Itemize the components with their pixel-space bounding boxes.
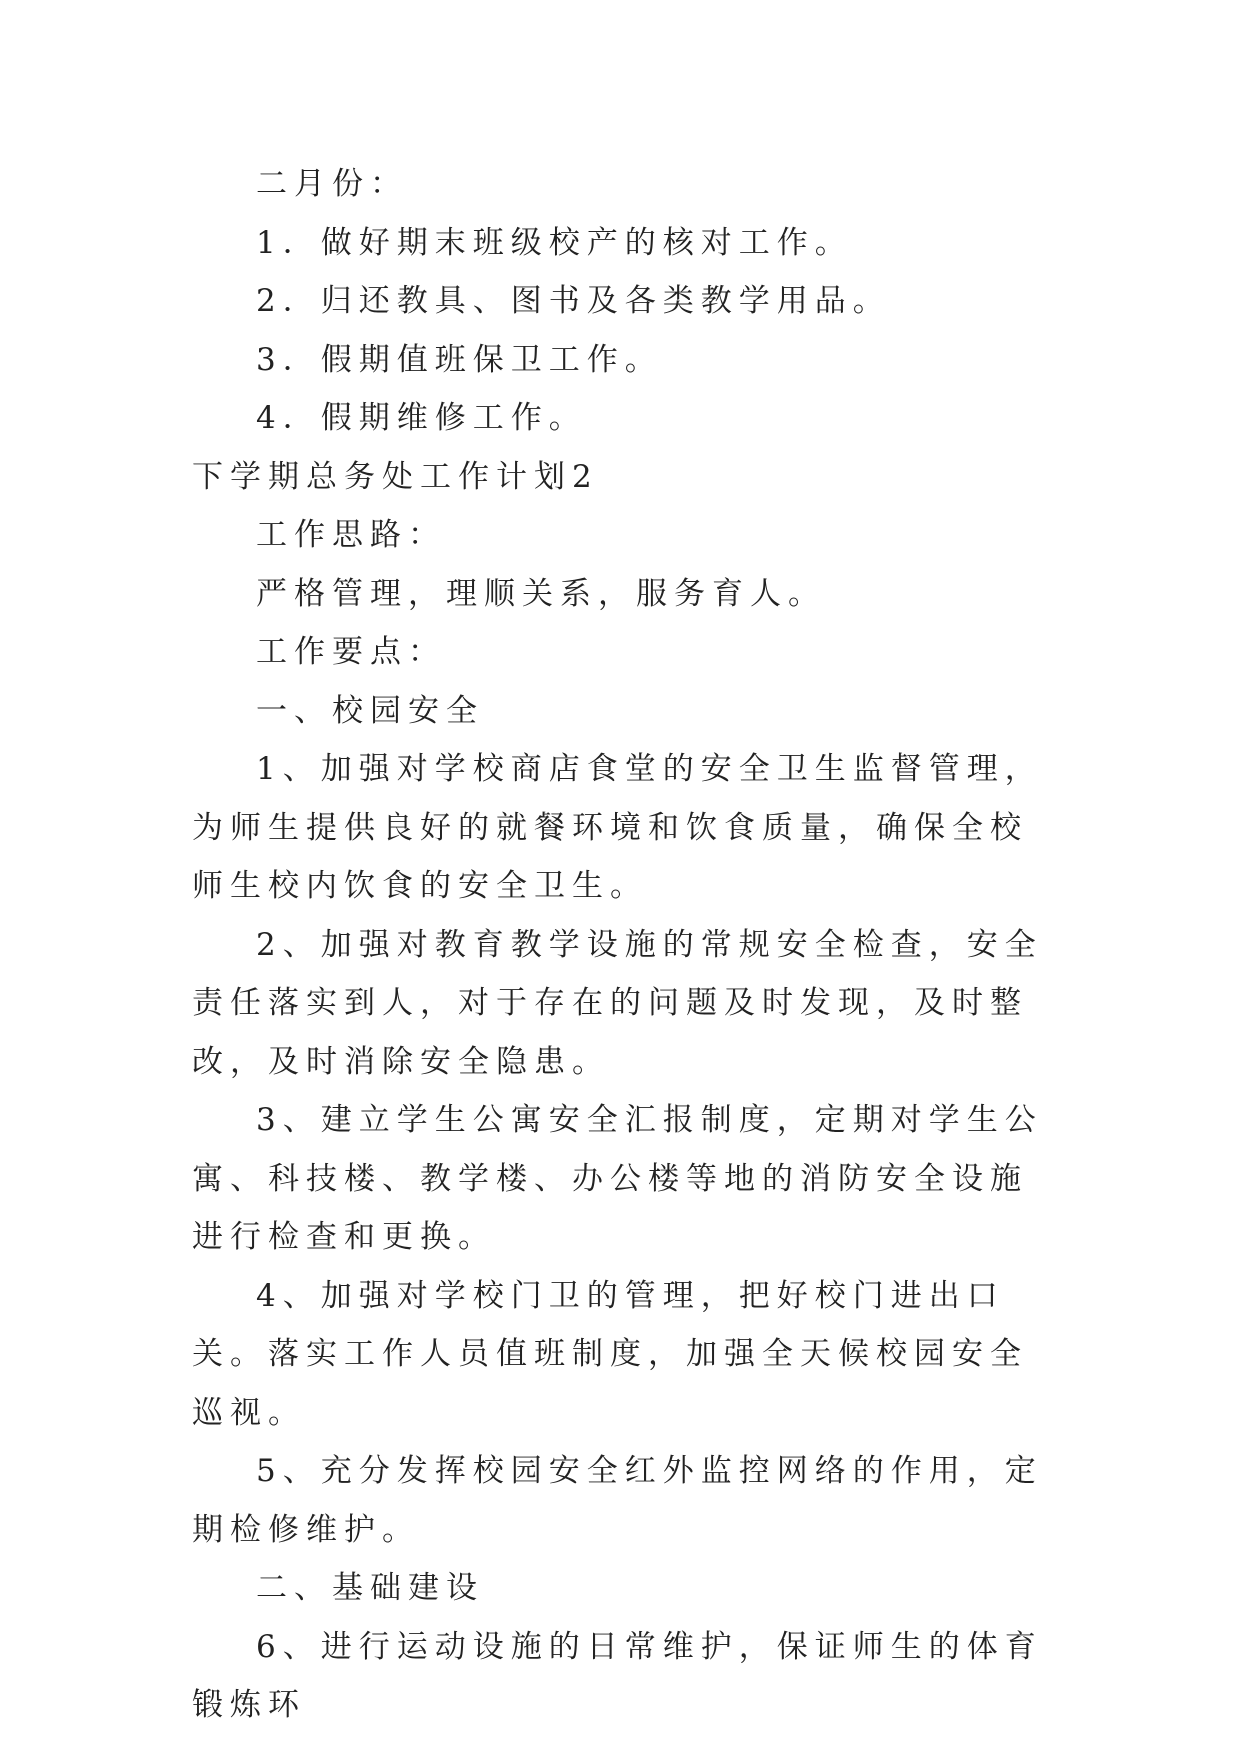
paragraph-safety-2: 2、加强对教育教学设施的常规安全检查，安全责任落实到人，对于存在的问题及时发现，及时整改，及时消除安全隐患。 xyxy=(192,926,1043,1080)
paragraph-safety-4: 4、加强对学校门卫的管理，把好校门进出口关。落实工作人员值班制度，加强全天候校园安全巡视。 xyxy=(192,1277,1028,1431)
document-body xyxy=(192,155,1054,1735)
paragraph-safety-3: 3、建立学生公寓安全汇报制度，定期对学生公寓、科技楼、教学楼、办公楼等地的消防安全设施进行检查和更换。 xyxy=(192,1102,1043,1255)
paragraph-item-4: 4．假期维修工作。 xyxy=(256,400,587,436)
section-title: 下学期总务处工作计划2 xyxy=(192,458,599,495)
paragraph-february: 二月份： xyxy=(256,166,408,202)
paragraph-item-3: 3．假期值班保卫工作。 xyxy=(256,341,663,378)
subheading-campus-safety: 一、校园安全 xyxy=(256,692,484,729)
paragraph-work-ideas: 严格管理，理顺关系，服务育人。 xyxy=(256,575,826,612)
paragraph-safety-5: 5、充分发挥校园安全红外监控网络的作用，定期检修维护。 xyxy=(192,1453,1043,1548)
paragraph-work-ideas-label: 工作思路： xyxy=(256,517,446,553)
paragraph-infrastructure-6: 6、进行运动设施的日常维护，保证师生的体育锻炼环 xyxy=(192,1628,1043,1723)
subheading-infrastructure: 二、基础建设 xyxy=(256,1570,484,1606)
paragraph-safety-1: 1、加强对学校商店食堂的安全卫生监督管理，为师生提供良好的就餐环境和饮食质量，确保全校师生校内饮食的安全卫生。 xyxy=(192,751,1043,904)
paragraph-item-2: 2．归还教具、图书及各类教学用品。 xyxy=(256,283,891,319)
paragraph-key-points-label: 工作要点： xyxy=(256,634,446,670)
paragraph-item-1: 1．做好期末班级校产的核对工作。 xyxy=(256,224,853,261)
